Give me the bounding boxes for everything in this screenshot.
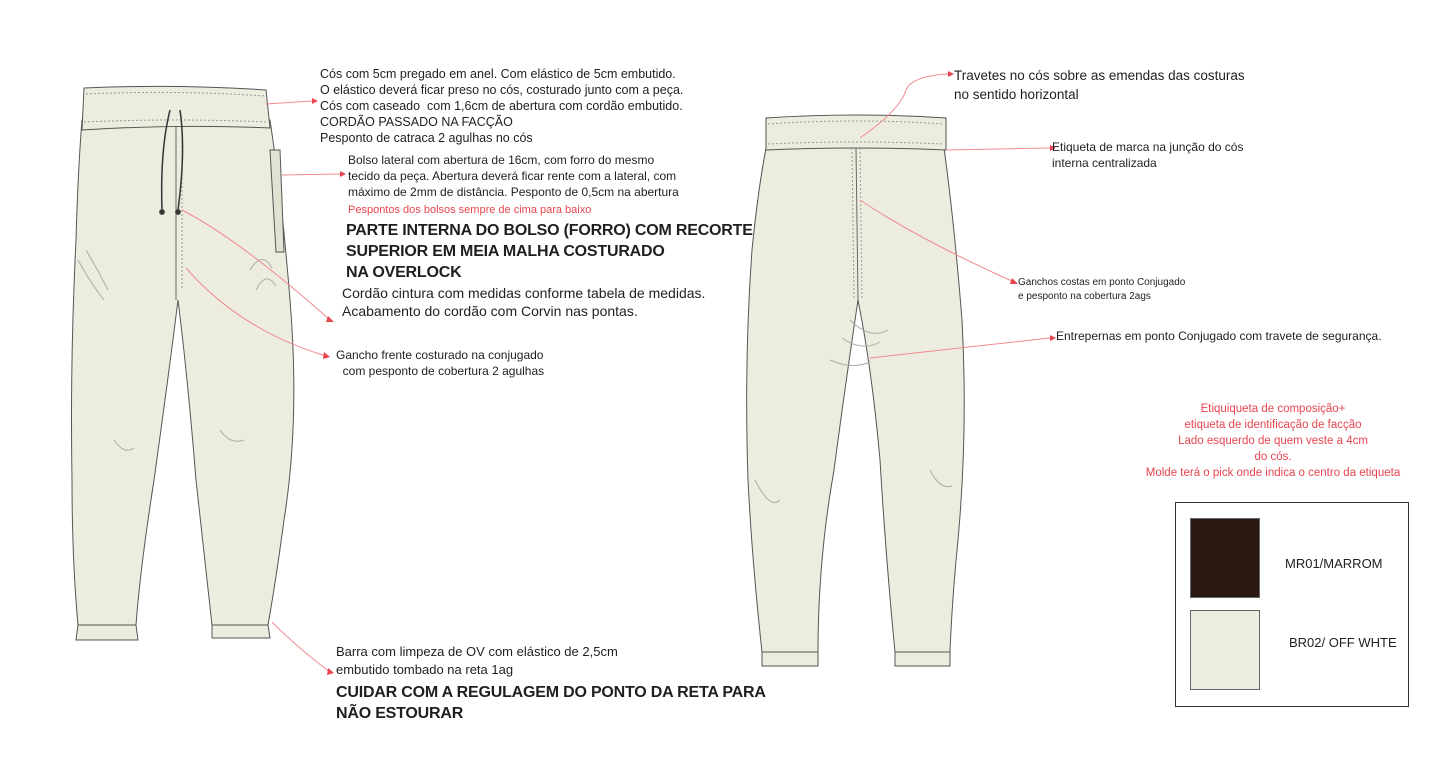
back-pants-body (747, 148, 965, 652)
back-cuff-left (762, 652, 818, 666)
back-pants-view (747, 115, 965, 666)
front-pants-body (72, 120, 294, 625)
front-pants-view (72, 86, 294, 640)
note-side-pocket: Bolso lateral com abertura de 16cm, com forro do mesmo tecido da peça. Abertura deverá ficar rente com a lateral, com máximo de 2mm de distância. Pesponto de 0,5cm na abertura (348, 153, 679, 199)
back-waistband (766, 115, 946, 150)
note-back-bartacks: Travetes no cós sobre as emendas das costuras no sentido horizontal (954, 68, 1245, 102)
note-brand-label: Etiqueta de marca na junção do cós interna centralizada (1052, 140, 1244, 170)
note-pocket-lining: PARTE INTERNA DO BOLSO (FORRO) COM RECORTE SUPERIOR EM MEIA MALHA COSTURADO NA OVERLOCK (346, 222, 753, 281)
front-cuff-left (76, 625, 138, 640)
back-cuff-right (895, 652, 950, 666)
colorway-panel (1175, 502, 1409, 707)
note-hem: Barra com limpeza de OV com elástico de 2,5cm embutido tombado na reta 1ag (336, 644, 618, 677)
note-pocket-stitch: Pespontos dos bolsos sempre de cima para baixo (348, 204, 592, 216)
swatch-label-mr01: MR01/MARROM (1285, 556, 1383, 571)
swatch-mr01 (1190, 518, 1260, 598)
front-cuff-right (212, 625, 270, 638)
note-front-waistband: Cós com 5cm pregado em anel. Com elástico de 5cm embutido. O elástico deverá ficar preso no cós, costurado junto com a peça. Cós com caseado com 1,6cm de abertura com cordão embutido. CORDÃO PASSADO NA FACÇÃO Pesponto de catraca 2 agulhas no cós (320, 67, 684, 145)
swatch-label-br02: BR02/ OFF WHTE (1289, 635, 1397, 650)
note-front-rise: Gancho frente costurado na conjugado com pesponto de cobertura 2 agulhas (336, 348, 545, 378)
note-composition-label: Etiquiqueta de composição+ etiqueta de identificação de facção Lado esquerdo de quem veste a 4cm do cós. Molde terá o pick onde indica o centro da etiqueta (1145, 403, 1401, 479)
note-hem-warning: CUIDAR COM A REGULAGEM DO PONTO DA RETA PARA NÃO ESTOURAR (336, 684, 766, 722)
note-back-rise: Ganchos costas em ponto Conjugado e pesponto na cobertura 2ags (1018, 277, 1186, 302)
note-drawcord: Cordão cintura com medidas conforme tabela de medidas. Acabamento do cordão com Corvin nas pontas. (342, 285, 706, 319)
note-inseam: Entrepernas em ponto Conjugado com travete de segurança. (1056, 329, 1382, 343)
swatch-br02 (1190, 610, 1260, 690)
